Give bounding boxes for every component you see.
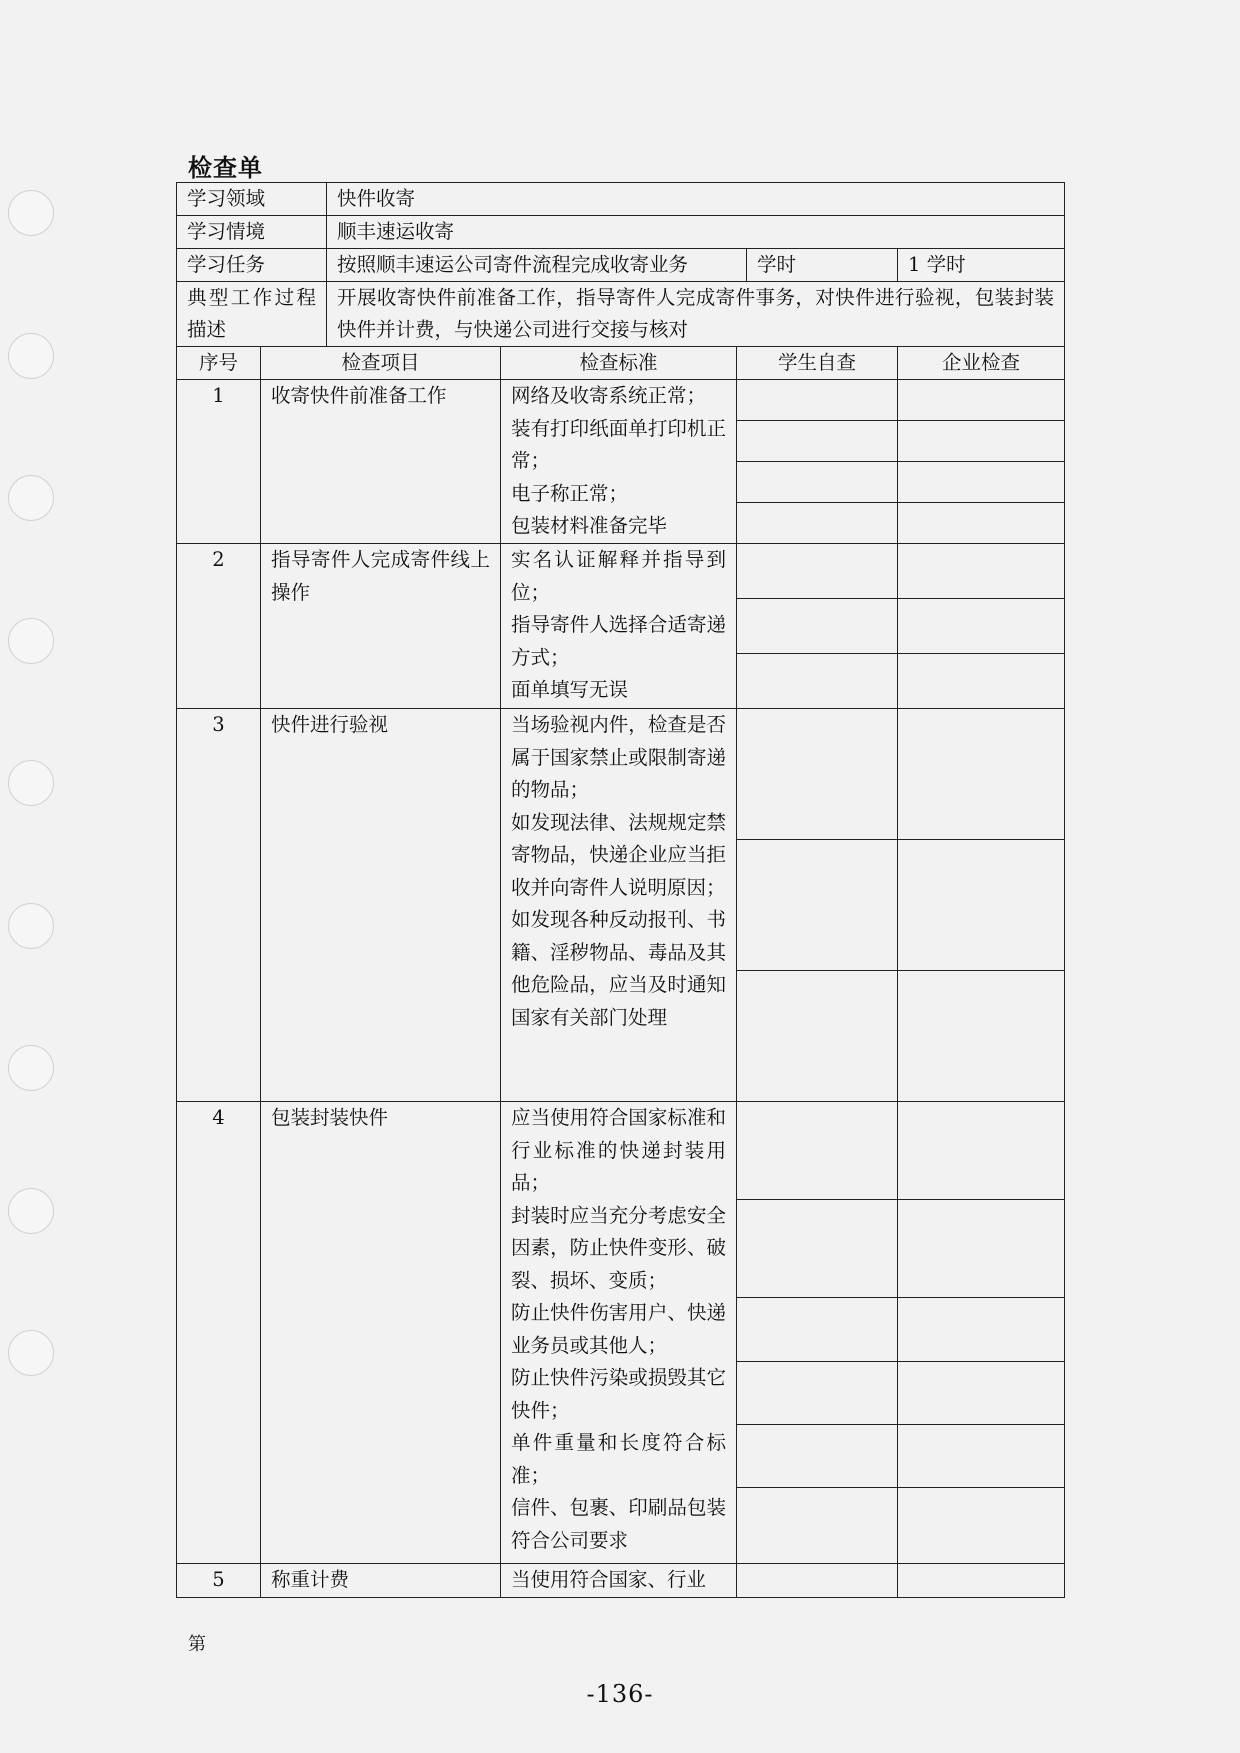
company-check-cell[interactable]: [898, 380, 1065, 421]
company-check-cell[interactable]: [898, 1564, 1065, 1598]
header-company-check: 企业检查: [898, 347, 1065, 380]
table-row: [177, 1102, 1065, 1200]
company-check-cell[interactable]: [898, 503, 1065, 544]
company-check-cell[interactable]: [898, 421, 1065, 462]
binder-hole-icon: [8, 1045, 54, 1091]
row-no: 2: [177, 544, 261, 709]
company-check-cell[interactable]: [898, 1298, 1065, 1362]
company-check-cell[interactable]: [898, 1488, 1065, 1564]
row-standard: 当场验视内件，检查是否属于国家禁止或限制寄递的物品； 如发现法律、法规规定禁寄物品，快递企业应当拒收并向寄件人说明原因； 如发现各种反动报刊、书籍、淫秽物品、毒品及其他危险品，应当及时通知国家有关部门处理: [501, 709, 737, 1102]
company-check-cell[interactable]: [898, 1362, 1065, 1425]
row-standard: 应当使用符合国家标准和行业标准的快递封装用品； 封装时应当充分考虑安全因素，防止快件变形、破裂、损坏、变质； 防止快件伤害用户、快递业务员或其他人； 防止快件污染或损毁其它快件； 单件重量和长度符合标准； 信件、包裹、印刷品包装符合公司要求: [501, 1102, 737, 1564]
row-item: 包装封装快件: [261, 1102, 501, 1564]
info-row-situation: [177, 216, 1065, 249]
self-check-cell[interactable]: [737, 709, 898, 840]
row-item: 指导寄件人完成寄件线上操作: [261, 544, 501, 709]
binder-hole-icon: [8, 1330, 54, 1376]
table-row: [177, 1564, 1065, 1598]
page-title: 检查单: [188, 154, 263, 182]
self-check-cell[interactable]: [737, 971, 898, 1102]
task-label: 学习任务: [177, 249, 327, 282]
self-check-cell[interactable]: [737, 654, 898, 709]
self-check-cell[interactable]: [737, 599, 898, 654]
company-check-cell[interactable]: [898, 971, 1065, 1102]
company-check-cell[interactable]: [898, 1102, 1065, 1200]
binder-hole-icon: [8, 618, 54, 664]
field-value: 快件收寄: [327, 183, 1065, 216]
binder-hole-icon: [8, 760, 54, 806]
header-row: [177, 347, 1065, 380]
process-value: 开展收寄快件前准备工作，指导寄件人完成寄件事务，对快件进行验视，包装封装快件并计费，与快递公司进行交接与核对: [327, 282, 1065, 347]
self-check-cell[interactable]: [737, 1102, 898, 1200]
header-self-check: 学生自查: [737, 347, 898, 380]
company-check-cell[interactable]: [898, 1425, 1065, 1488]
binder-hole-icon: [8, 333, 54, 379]
company-check-cell[interactable]: [898, 654, 1065, 709]
row-no: 5: [177, 1564, 261, 1598]
row-standard: 实名认证解释并指导到位； 指导寄件人选择合适寄递方式； 面单填写无误: [501, 544, 737, 709]
row-item: 收寄快件前准备工作: [261, 380, 501, 544]
hours-label: 学时: [747, 249, 898, 282]
process-label: 典型工作过程描述: [177, 282, 327, 347]
self-check-cell[interactable]: [737, 1298, 898, 1362]
company-check-cell[interactable]: [898, 544, 1065, 599]
self-check-cell[interactable]: [737, 503, 898, 544]
self-check-cell[interactable]: [737, 1564, 898, 1598]
self-check-cell[interactable]: [737, 462, 898, 503]
self-check-cell[interactable]: [737, 1362, 898, 1425]
self-check-cell[interactable]: [737, 544, 898, 599]
row-standard: 当使用符合国家、行业: [501, 1564, 737, 1598]
field-label: 学习领域: [177, 183, 327, 216]
binder-hole-icon: [8, 475, 54, 521]
self-check-cell[interactable]: [737, 1488, 898, 1564]
info-row-field: [177, 183, 1065, 216]
binder-hole-icon: [8, 190, 54, 236]
row-item: 称重计费: [261, 1564, 501, 1598]
self-check-cell[interactable]: [737, 421, 898, 462]
table-row: [177, 380, 1065, 421]
company-check-cell[interactable]: [898, 840, 1065, 971]
row-no: 4: [177, 1102, 261, 1564]
company-check-cell[interactable]: [898, 709, 1065, 840]
binder-hole-icon: [8, 1188, 54, 1234]
company-check-cell[interactable]: [898, 462, 1065, 503]
hours-value: 1 学时: [898, 249, 1065, 282]
row-no: 1: [177, 380, 261, 544]
self-check-cell[interactable]: [737, 840, 898, 971]
info-row-task: [177, 249, 1065, 282]
header-item: 检查项目: [261, 347, 501, 380]
self-check-cell[interactable]: [737, 1425, 898, 1488]
header-standard: 检查标准: [501, 347, 737, 380]
self-check-cell[interactable]: [737, 1200, 898, 1298]
page-number: -136-: [586, 1680, 654, 1708]
row-no: 3: [177, 709, 261, 1102]
situation-value: 顺丰速运收寄: [327, 216, 1065, 249]
table-row: [177, 709, 1065, 840]
row-standard: 网络及收寄系统正常； 装有打印纸面单打印机正常； 电子称正常； 包装材料准备完毕: [501, 380, 737, 544]
self-check-cell[interactable]: [737, 380, 898, 421]
task-value: 按照顺丰速运公司寄件流程完成收寄业务: [327, 249, 747, 282]
situation-label: 学习情境: [177, 216, 327, 249]
info-row-process: [177, 282, 1065, 347]
footer-mark: 第: [188, 1634, 206, 1655]
header-no: 序号: [177, 347, 261, 380]
binder-hole-icon: [8, 903, 54, 949]
row-item: 快件进行验视: [261, 709, 501, 1102]
check-list-table: [176, 182, 1065, 1598]
company-check-cell[interactable]: [898, 599, 1065, 654]
table-row: [177, 544, 1065, 599]
company-check-cell[interactable]: [898, 1200, 1065, 1298]
